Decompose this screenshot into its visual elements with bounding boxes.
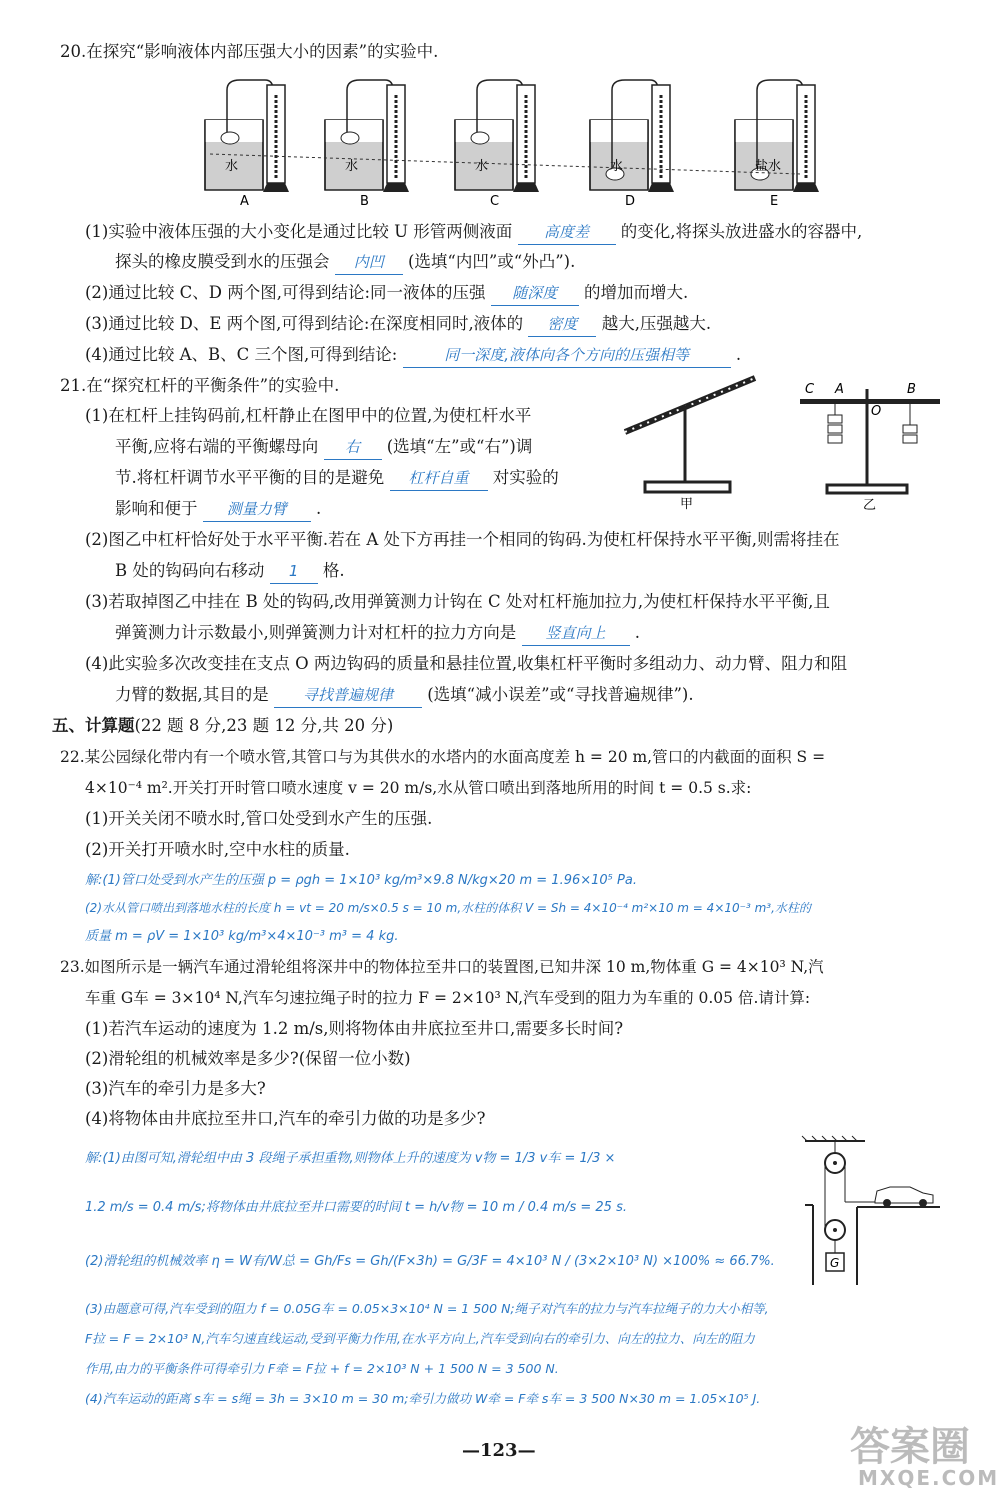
fig-jia-label: 甲 bbox=[680, 497, 694, 510]
q23-l2: 车重 G车 = 3×10⁴ N,汽车匀速拉绳子时的拉力 F = 2×10³ N,汽车受到的阻力为车重的 0.05 倍.请计算: bbox=[85, 989, 811, 1007]
probe-1 bbox=[341, 132, 359, 144]
u-tube-2 bbox=[517, 85, 535, 183]
liquid-label-4: 盐水 bbox=[755, 159, 782, 174]
q22-l4: (2)开关打开喷水时,空中水柱的质量. bbox=[85, 840, 350, 859]
figure-label-A: A bbox=[240, 194, 249, 209]
q20-p1c: 探头的橡皮膜受到水的压强会 bbox=[115, 252, 330, 271]
figure-label-D: D bbox=[625, 194, 636, 209]
q20-p1c-row bbox=[115, 250, 575, 275]
q21-p3-answer: 竖直向上 bbox=[522, 621, 630, 646]
section-5-heading bbox=[52, 714, 393, 738]
stand-3 bbox=[648, 183, 674, 192]
watermark-url: MXQE.COM bbox=[858, 1466, 1000, 1490]
q21-p3-row bbox=[115, 621, 640, 646]
q20-title: 20.在探究“影响液体内部压强大小的因素”的实验中. bbox=[60, 42, 439, 61]
q21-p1b-row bbox=[115, 435, 532, 460]
q23-l1: 23.如图所示是一辆汽车通过滑轮组将深井中的物体拉至井口的装置图,已知井深 10 m,物体重 G = 4×10³ N,汽 bbox=[60, 958, 824, 976]
figure-label-E: E bbox=[770, 194, 779, 209]
q21-p3a: (3)若取掉图乙中挂在 B 处的钩码,改用弹簧测力计钩在 C 处对杠杆施加拉力,为使杠杆保持水平平衡,且 bbox=[85, 592, 830, 611]
q21-p2-answer: 1 bbox=[270, 559, 318, 584]
q20-p4a: (4)通过比较 A、B、C 三个图,可得到结论: bbox=[85, 345, 398, 364]
figure-label-C: C bbox=[490, 194, 500, 209]
lever-figure-jia bbox=[615, 370, 765, 510]
q22-l2: 4×10⁻⁴ m².开关打开时管口喷水速度 v = 20 m/s,水从管口喷出到落地所用的时间 t = 0.5 s.求: bbox=[85, 779, 752, 797]
liquid-label-2: 水 bbox=[475, 159, 489, 174]
q21-p3b: 弹簧测力计示数最小,则弹簧测力计对杠杆的拉力方向是 bbox=[115, 623, 517, 642]
u-tube-1 bbox=[387, 85, 405, 183]
q21-p4-row bbox=[115, 683, 694, 708]
q21-p2a: (2)图乙中杠杆恰好处于水平平衡.若在 A 处下方再挂一个相同的钩码.为使杠杆保持水平平衡,则需将挂在 bbox=[85, 530, 840, 549]
q21-p1d-answer: 杠杆自重 bbox=[390, 466, 488, 491]
page-number: —123— bbox=[462, 1440, 536, 1461]
q20-p4b: . bbox=[735, 345, 742, 364]
q20-p2-answer: 随深度 bbox=[491, 281, 579, 306]
q20-p3b: 越大,压强越大. bbox=[601, 314, 712, 333]
stand-1 bbox=[383, 183, 409, 192]
q20-figure bbox=[190, 70, 830, 210]
section-5-note: (22 题 8 分,23 题 12 分,共 20 分) bbox=[134, 716, 394, 735]
q20-p1c-answer: 内凹 bbox=[335, 250, 403, 275]
watermark-logo: 答案圈 bbox=[850, 1424, 970, 1470]
q21-p4c: (选填“减小误差”或“寻找普遍规律”). bbox=[427, 685, 694, 704]
q22-s1: 解:(1)管口处受到水产生的压强 p = ρgh = 1×10³ kg/m³×9.8 N/kg×20 m = 1.96×10⁵ Pa. bbox=[85, 873, 637, 888]
liquid-label-0: 水 bbox=[225, 159, 239, 174]
q21-p2-row bbox=[115, 559, 345, 584]
u-tube-0 bbox=[267, 85, 285, 183]
q20-p3a: (3)通过比较 D、E 两个图,可得到结论:在深度相同时,液体的 bbox=[85, 314, 524, 333]
q23-s4: (3)由题意可得,汽车受到的阻力 f = 0.05G车 = 0.05×3×10⁴ N = 1 500 N;绳子对汽车的拉力与汽车拉绳子的力大小相等, bbox=[85, 1301, 769, 1316]
q21-p1b-answer: 右 bbox=[324, 435, 382, 460]
q20-p2-row bbox=[85, 281, 688, 306]
q21-p2c: 格. bbox=[322, 561, 345, 580]
q20-p2a: (2)通过比较 C、D 两个图,可得到结论:同一液体的压强 bbox=[85, 283, 486, 302]
u-tube-3 bbox=[652, 85, 670, 183]
q23-s6: 作用,由力的平衡条件可得牵引力 F牵 = F拉 + f = 2×10³ N + 1 500 N = 3 500 N. bbox=[85, 1361, 559, 1376]
q23-l5: (3)汽车的牵引力是多大? bbox=[85, 1079, 266, 1098]
q20-p4-row bbox=[85, 343, 741, 368]
q21-p1b: 平衡,应将右端的平衡螺母向 bbox=[115, 437, 319, 456]
q21-title: 21.在“探究杠杆的平衡条件”的实验中. bbox=[60, 376, 340, 395]
stand-4 bbox=[793, 183, 819, 192]
q21-p3c: . bbox=[634, 623, 640, 642]
figure-label-B: B bbox=[360, 194, 369, 209]
q23-s2: 1.2 m/s = 0.4 m/s;将物体由井底拉至井口需要的时间 t = h/v物 = 10 m / 0.4 m/s = 25 s. bbox=[85, 1200, 627, 1215]
lever-label-a: A bbox=[835, 382, 844, 397]
q23-s7: (4)汽车运动的距离 s车 = s绳 = 3h = 3×10 m = 30 m;牵引力做功 W牵 = F牵 s车 = 3 500 N×30 m = 1.05×10⁵ J. bbox=[85, 1391, 761, 1406]
q20-p3-row bbox=[85, 312, 711, 337]
q20-p1b: 的变化,将探头放进盛水的容器中, bbox=[620, 222, 863, 241]
fig-yi-label: 乙 bbox=[863, 498, 877, 513]
q21-p1f-row bbox=[115, 497, 321, 522]
q23-s3: (2)滑轮组的机械效率 η = W有/W总 = Gh/Fs = Gh/(F×3h) = G/3F = 4×10³ N / (3×2×10³ N) ×100% ≈ 66.7%. bbox=[85, 1254, 775, 1269]
q21-p4b: 力臂的数据,其目的是 bbox=[115, 685, 269, 704]
q22-l3: (1)开关关闭不喷水时,管口处受到水产生的压强. bbox=[85, 809, 433, 828]
q23-s1: 解:(1)由图可知,滑轮组中由 3 段绳子承担重物,则物体上升的速度为 v物 = 1/3 v车 = 1/3 × bbox=[85, 1151, 616, 1166]
q22-l1: 22.某公园绿化带内有一个喷水管,其管口与为其供水的水塔内的水面高度差 h = 20 m,管口的内截面的面积 S = bbox=[60, 748, 826, 766]
probe-0 bbox=[221, 132, 239, 144]
q20-p1a: (1)实验中液体压强的大小变化是通过比较 U 形管两侧液面 bbox=[85, 222, 513, 241]
stand-2 bbox=[513, 183, 539, 192]
section-5-title: 五、计算题 bbox=[52, 716, 135, 735]
liquid-label-1: 水 bbox=[345, 159, 359, 174]
q21-p2b: B 处的钩码向右移动 bbox=[115, 561, 265, 580]
weight-label-g: G bbox=[830, 1256, 840, 1270]
q21-p1f: 影响和便于 bbox=[115, 499, 198, 518]
u-tube-4 bbox=[797, 85, 815, 183]
lever-label-c: C bbox=[805, 382, 815, 397]
q21-p1d: 节.将杠杆调节水平平衡的目的是避免 bbox=[115, 468, 385, 487]
q21-p1f-answer: 测量力臂 bbox=[203, 497, 311, 522]
q20-p1a-row bbox=[85, 220, 862, 245]
q23-s5: F拉 = F = 2×10³ N,汽车匀速直线运动,受到平衡力作用,在水平方向上,汽车受到向右的牵引力、向左的拉力、向左的阻力 bbox=[85, 1331, 755, 1346]
pulley-car-figure bbox=[795, 1135, 945, 1285]
q23-l6: (4)将物体由井底拉至井口,汽车的牵引力做的功是多少? bbox=[85, 1109, 486, 1128]
q20-p1a-answer: 高度差 bbox=[518, 220, 616, 245]
q21-p1a: (1)在杠杆上挂钩码前,杠杆静止在图甲中的位置,为使杠杆水平 bbox=[85, 406, 532, 425]
q20-p1d: (选填“内凹”或“外凸”). bbox=[408, 252, 576, 271]
q22-s2: (2)水从管口喷出到落地水柱的长度 h = vt = 20 m/s×0.5 s = 10 m,水柱的体积 V = Sh = 4×10⁻⁴ m²×10 m = 4×10⁻³ m³,水柱的 bbox=[85, 901, 811, 915]
lever-figure-yi bbox=[795, 375, 945, 515]
q22-s3: 质量 m = ρV = 1×10³ kg/m³×4×10⁻³ m³ = 4 kg. bbox=[85, 929, 399, 944]
stand-0 bbox=[263, 183, 289, 192]
q21-p1d-row bbox=[115, 466, 559, 491]
q21-p4-answer: 寻找普遍规律 bbox=[274, 683, 422, 708]
q23-l4: (2)滑轮组的机械效率是多少?(保留一位小数) bbox=[85, 1049, 411, 1068]
probe-2 bbox=[471, 132, 489, 144]
lever-label-b: B bbox=[907, 382, 916, 397]
q20-p4-answer: 同一深度,液体向各个方向的压强相等 bbox=[403, 343, 731, 368]
liquid-label-3: 水 bbox=[610, 159, 624, 174]
q21-p1g: . bbox=[316, 499, 322, 518]
q21-p1e: 对实验的 bbox=[492, 468, 559, 487]
q20-p3-answer: 密度 bbox=[528, 312, 596, 337]
lever-label-o: O bbox=[871, 404, 882, 419]
q21-p4a: (4)此实验多次改变挂在支点 O 两边钩码的质量和悬挂位置,收集杠杆平衡时多组动力、动力臂、阻力和阻 bbox=[85, 654, 848, 673]
q21-p1c: (选填“左”或“右”)调 bbox=[386, 437, 533, 456]
q23-l3: (1)若汽车运动的速度为 1.2 m/s,则将物体由井底拉至井口,需要多长时间? bbox=[85, 1019, 624, 1038]
q20-p2b: 的增加而增大. bbox=[584, 283, 689, 302]
